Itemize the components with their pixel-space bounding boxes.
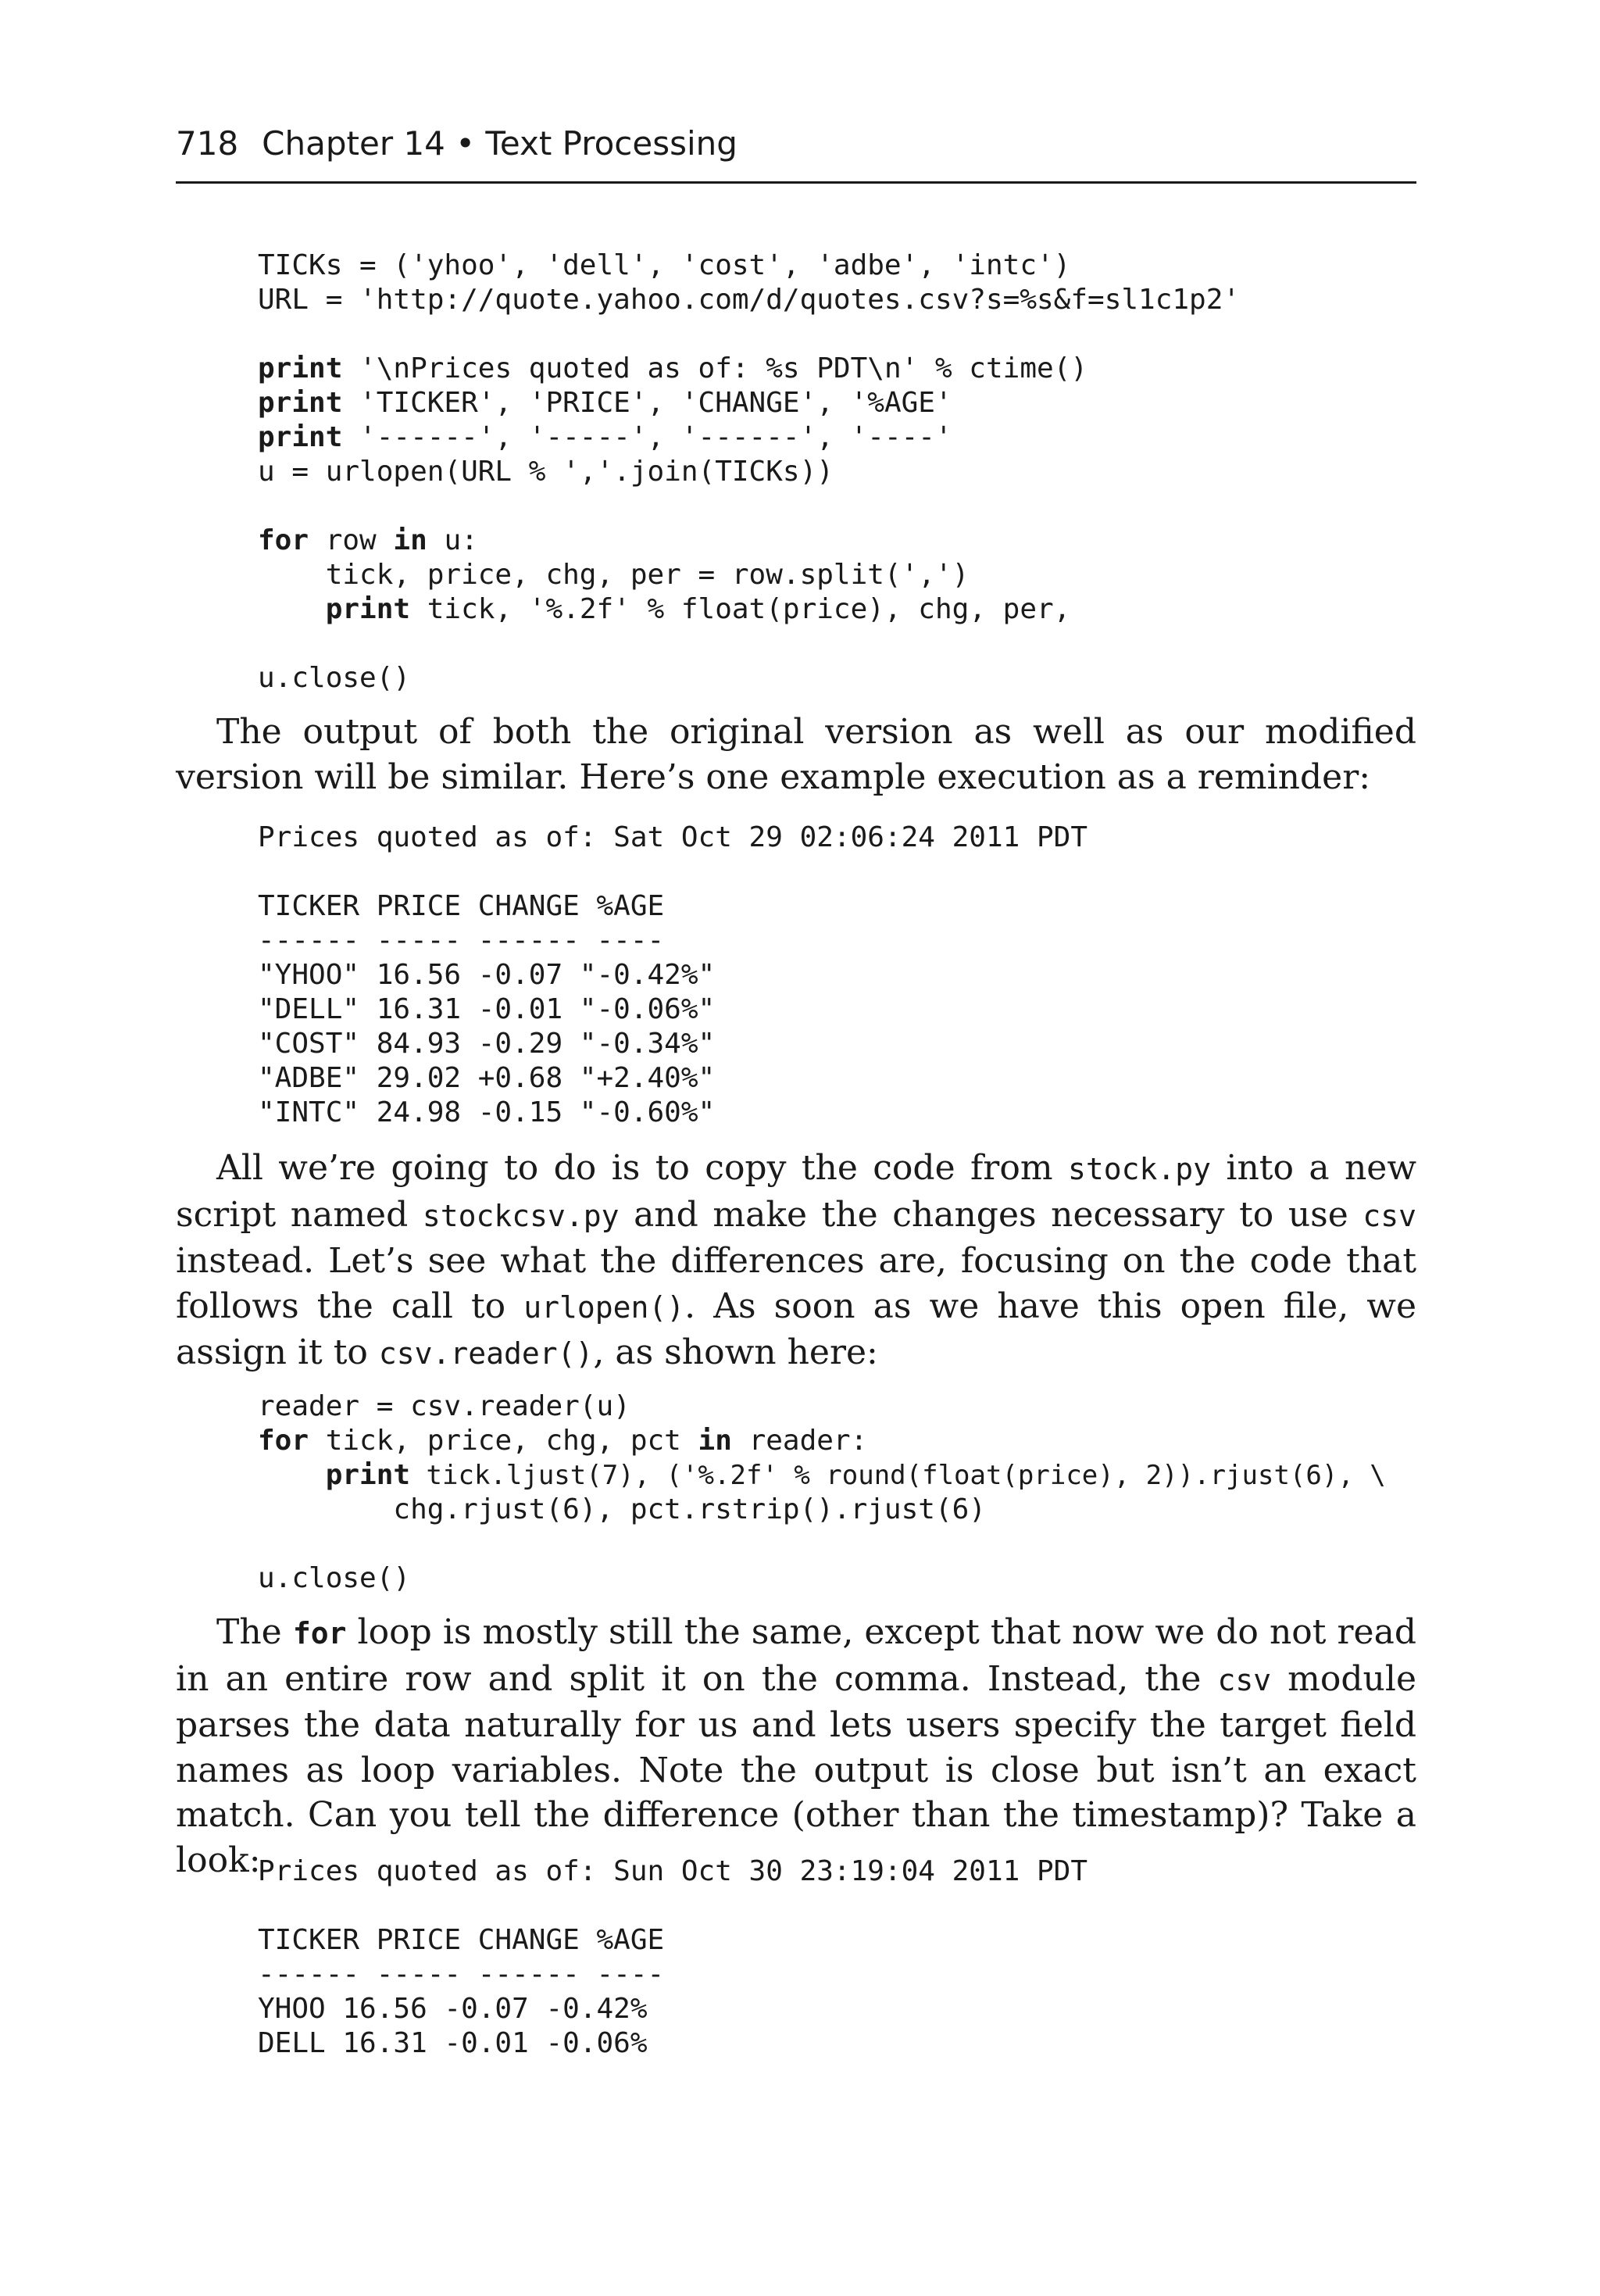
code-keyword: for	[258, 1425, 309, 1457]
chapter-title: Chapter 14 • Text Processing	[262, 124, 738, 163]
output-line: YHOO 16.56 -0.07 -0.42%	[258, 1993, 648, 2025]
code-keyword: print	[258, 421, 343, 453]
code-indent	[258, 593, 326, 625]
output-line: Prices quoted as of: Sun Oct 30 23:19:04 2011 PDT	[258, 1855, 1088, 1887]
code-listing-stockcsv	[258, 1389, 1386, 1596]
inline-code: csv.reader()	[378, 1336, 594, 1371]
text-run: loop is mostly still the same, except that now we do not read in an entire row and split it on the comma. Instead, the	[176, 1612, 1416, 1699]
output-line: ------ ----- ------ ----	[258, 924, 665, 957]
code-line: chg.rjust(6), pct.rstrip().rjust(6)	[258, 1493, 986, 1525]
code-line: reader:	[731, 1425, 868, 1457]
output-line: "INTC" 24.98 -0.15 "-0.60%"	[258, 1096, 716, 1128]
code-line: reader = csv.reader(u)	[258, 1390, 630, 1422]
code-line: u = urlopen(URL % ','.join(TICKs))	[258, 456, 834, 488]
code-line: 'TICKER', 'PRICE', 'CHANGE', '%AGE'	[342, 387, 952, 419]
code-line: tick.ljust(7), ('%.2f' % round(float(price), 2)).rjust(6), \	[410, 1460, 1386, 1491]
inline-code: csv	[1217, 1662, 1272, 1697]
output-line: "ADBE" 29.02 +0.68 "+2.40%"	[258, 1062, 716, 1094]
code-indent	[258, 1459, 326, 1491]
inline-code: stock.py	[1067, 1152, 1211, 1186]
code-line: tick, '%.2f' % float(price), chg, per,	[410, 593, 1071, 625]
text-run: and make the changes necessary to use	[619, 1194, 1363, 1235]
paragraph-text	[176, 1146, 1416, 1377]
code-keyword: print	[325, 593, 411, 625]
text-run: . As soon as we have this open file, we assign it to	[176, 1286, 1416, 1372]
output-line: ------ ----- ------ ----	[258, 1958, 665, 1990]
text-run: All we’re going to do is to copy the code from	[216, 1148, 1068, 1188]
output-line: TICKER PRICE CHANGE %AGE	[258, 1924, 665, 1956]
code-keyword: print	[258, 352, 343, 384]
text-run: into a new script named	[176, 1148, 1417, 1235]
body-paragraph	[176, 1610, 1416, 1883]
body-paragraph	[176, 1146, 1416, 1377]
code-line: u:	[427, 524, 478, 556]
code-line: tick, price, chg, pct	[309, 1425, 698, 1457]
inline-code: stockcsv.py	[422, 1198, 620, 1233]
code-line: '\nPrices quoted as of: %s PDT\n' % ctime()	[342, 352, 1088, 384]
running-header	[176, 117, 1416, 184]
page-number: 718	[176, 124, 239, 163]
code-line: row	[309, 524, 394, 556]
paragraph-text	[176, 1610, 1416, 1883]
inline-code: urlopen()	[523, 1289, 685, 1325]
code-keyword: print	[258, 387, 343, 419]
code-keyword: in	[698, 1425, 732, 1457]
sample-output-original	[258, 821, 1088, 1130]
output-line: DELL 16.31 -0.01 -0.06%	[258, 2027, 648, 2059]
code-listing-stock	[258, 249, 1240, 696]
inline-code: for	[292, 1616, 347, 1650]
text-run: instead. Let’s see what the differences are, focusing on the code that follows the call to	[176, 1241, 1416, 1326]
code-keyword: for	[258, 524, 309, 556]
output-line: "DELL" 16.31 -0.01 "-0.06%"	[258, 993, 716, 1025]
code-keyword: in	[393, 524, 427, 556]
sample-output-csv	[258, 1854, 1088, 2061]
code-line: u.close()	[258, 662, 411, 694]
output-line: "YHOO" 16.56 -0.07 "-0.42%"	[258, 959, 716, 991]
output-line: TICKER PRICE CHANGE %AGE	[258, 890, 665, 922]
body-paragraph	[176, 710, 1416, 799]
code-line: u.close()	[258, 1562, 411, 1594]
output-line: Prices quoted as of: Sat Oct 29 02:06:24 2011 PDT	[258, 821, 1088, 853]
text-run: module parses the data naturally for us and lets users specify the target field names as loop variables. Note the output is close but isn’t an exact match. Can you tell the difference (other than the timestamp)? Take a look:	[176, 1658, 1416, 1880]
code-keyword: print	[325, 1459, 411, 1491]
code-line: '------', '-----', '------', '----'	[342, 421, 952, 453]
output-line: "COST" 84.93 -0.29 "-0.34%"	[258, 1028, 716, 1060]
code-line: TICKs = ('yhoo', 'dell', 'cost', 'adbe', 'intc')	[258, 249, 1071, 281]
text-run: , as shown here:	[593, 1332, 878, 1372]
code-line: URL = 'http://quote.yahoo.com/d/quotes.csv?s=%s&f=sl1c1p2'	[258, 284, 1241, 316]
code-line: tick, price, chg, per = row.split(',')	[258, 559, 970, 591]
paragraph-text: The output of both the original version as well as our modified version will be similar. Here’s one example execution as a reminder:	[176, 712, 1416, 797]
text-run: The	[216, 1612, 293, 1652]
inline-code: csv	[1362, 1198, 1416, 1233]
